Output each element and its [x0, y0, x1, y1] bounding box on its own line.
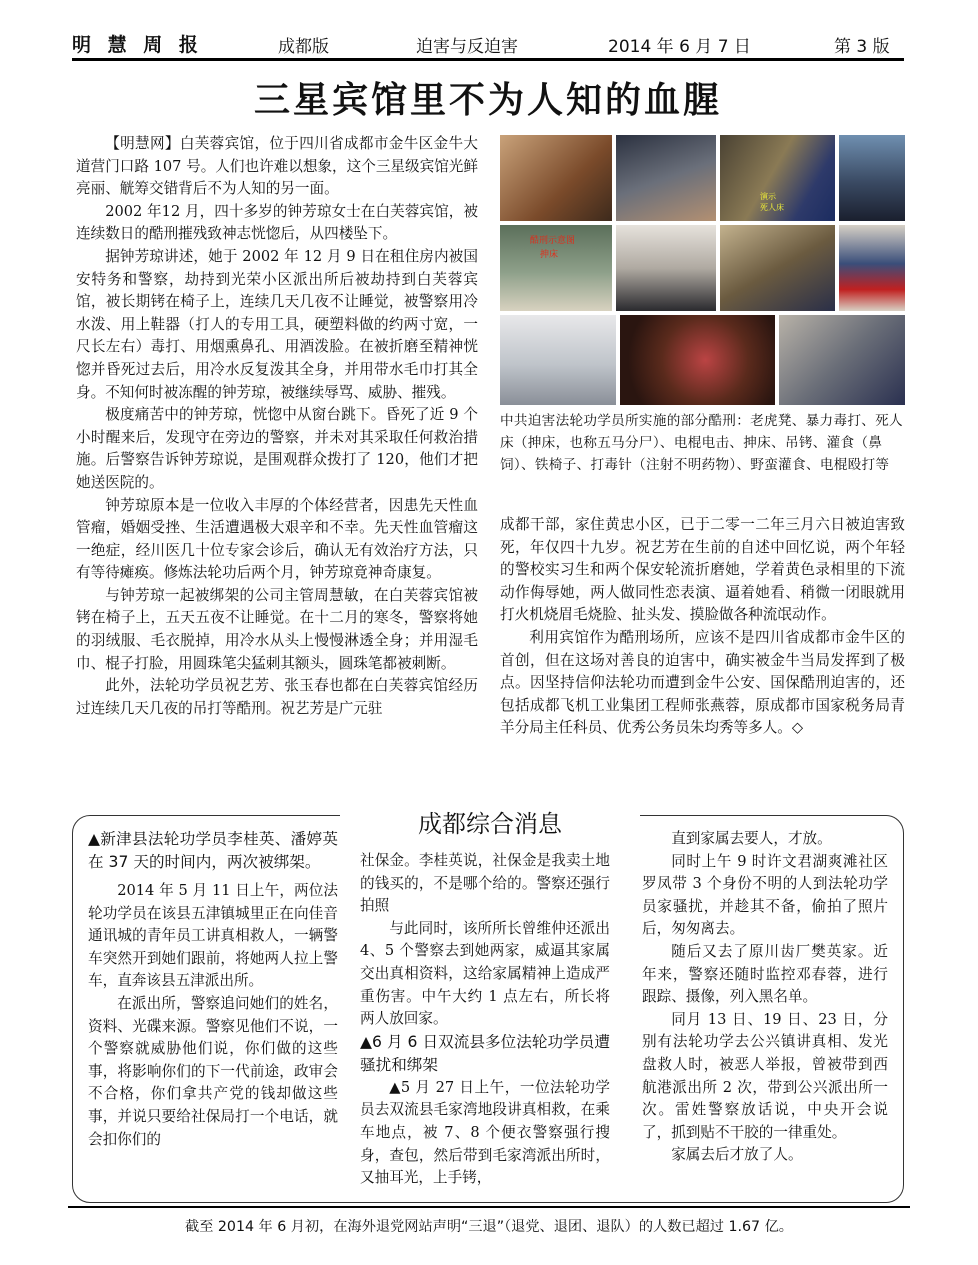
news-paragraph: 随后又去了原川齿厂樊英家。近年来，警察还随时监控邓春蓉，进行跟踪、摄像，列入黑名单。 — [642, 942, 888, 1006]
article-column-right — [500, 514, 905, 740]
footer-notice: 截至 2014 年 6 月初，在海外退党网站声明“三退”（退党、退团、退队）的人数已超过 1.67 亿。 — [185, 1219, 793, 1235]
article-paragraph: 成都干部，家住黄忠小区，已于二零一二年三月六日被迫害致死，年仅四十九岁。祝艺芳在生前的自述中回忆说，两个年轻的警校实习生和两个保安轮流折磨她，学着黄色录相里的下流动作侮辱她，两人做同性恋表演、逼着她看、稍微一闭眼就用打火机烧眉毛烧脸、扯头发、摸脸做各种流氓动作。 — [500, 516, 905, 624]
photo-brutal-feeding — [620, 315, 775, 405]
photo-caption: 中共迫害法轮功学员所实施的部分酷刑：老虎凳、暴力毒打、死人床（抻床，也称五马分尸）、电棍电击、抻床、吊铐、灌食（鼻饲）、铁椅子、打毒针（注射不明药物）、野蛮灌食、电棍殴打等 — [500, 413, 903, 473]
news-paragraph: 直到家属去要人，才放。 — [671, 830, 832, 847]
article-paragraph: 据钟芳琼讲述，她于 2002 年 12 月 9 日在租住房内被国安特务和警察，劫持到光荣小区派出所后被劫持到白芙蓉宾馆，被长期铐在椅子上，连续几天几夜不让睡觉，被警察用冷水泼、用上鞋器（打人的专用工具，硬塑料做的约两寸宽，一尺长左右）毒打、用烟熏鼻孔、用酒泼脸。在被折磨至精神恍惚并昏死过去后，用冷水反复泼其全身，并用带水毛巾打其全身。不知何时被冻醒的钟芳琼，被继续辱骂、威胁、摧残。 — [76, 247, 478, 401]
photo-label: 酷刑示意图 — [530, 236, 576, 246]
photo-label: 抻床 — [540, 250, 559, 260]
article-headline: 三星宾馆里不为人知的血腥 — [253, 80, 722, 121]
edition-label: 成都版 — [278, 37, 329, 57]
photo-tiger-bench — [500, 135, 612, 221]
masthead-rule — [72, 58, 904, 61]
photo-label: 演示 — [760, 192, 776, 201]
news-box-title: 成都综合消息 — [340, 805, 640, 843]
page-number: 第 3 版 — [834, 37, 890, 57]
photo-baton-beating — [779, 315, 905, 405]
photo-electric-baton — [839, 135, 905, 221]
masthead — [72, 30, 904, 60]
news-item-heading: ▲新津县法轮功学员李桂英、潘婷英在 37 天的时间内，两次被绑架。 — [88, 830, 338, 871]
photo-hanging-cuffs — [616, 225, 716, 311]
article-paragraph: 2002 年12 月，四十多岁的钟芳琼女士在白芙蓉宾馆，被连续数日的酷刑摧残致神志恍惚后，从四楼坠下。 — [76, 202, 478, 243]
news-item-heading: ▲6 月 6 日双流县多位法轮功学员遭骚扰和绑架 — [360, 1032, 610, 1074]
news-paragraph: 在派出所，警察追问她们的姓名，资料、光碟来源。警察见他们不说，一个警察就威胁他们说，你们做的这些事，将影响你们的下一代前途，政审会不合格，你们拿共产党的钱却做这些事，并说只要给社保局打一个电话，就会扣你们的 — [88, 994, 338, 1148]
news-paragraph: 2014 年 5 月 11 日上午，两位法轮功学员在该县五津镇城里正在向佳音通讯城的青年员工讲真相救人，一辆警车突然开到她们跟前，将她两人拉上警车，直奔该县五津派出所。 — [88, 882, 338, 990]
news-paragraph: ▲5 月 27 日上午，一位法轮功学员去双流县毛家湾地段讲真相救，在乘车地点，被 7、8 个便衣警察强行搜身，查包，然后带到毛家湾派出所时，又抽耳光，上手铐， — [360, 1078, 610, 1187]
photo-beating — [616, 135, 716, 221]
photo-stretching — [500, 225, 612, 311]
news-column-3 — [642, 828, 888, 1167]
footer-rule — [68, 1206, 910, 1208]
photo-label: 死人床 — [760, 203, 784, 212]
news-paragraph: 家属去后才放了人。 — [671, 1146, 803, 1164]
article-paragraph: 利用宾馆作为酷刑场所，应该不是四川省成都市金牛区的首创，但在这场对善良的迫害中，确实被金牛当局发挥到了极点。因坚持信仰法轮功而遭到金牛公安、国保酷刑迫害的，还包括成都飞机工业集团工程师张燕蓉，原成都市国家税务局青羊分局主任科员、优秀公务员朱均秀等多人。◇ — [500, 628, 905, 737]
news-paragraph: 与此同时，该所所长曾维仲还派出 4、5 个警察去到她两家，威逼其家属交出真相资料，这给家属精神上造成严重伤害。中午大约 1 点左右，所长将两人放回家。 — [360, 919, 610, 1028]
news-paragraph: 同月 13 日、19 日、23 日，分别有法轮功学去公兴镇讲真相、发光盘救人时，被恶人举报，曾被带到西航港派出所 2 次，带到公兴派出所一次。雷姓警察放话说，中央开会说了，抓到贴不干胶的一律重处。 — [642, 1010, 888, 1141]
issue-date: 2014 年 6 月 7 日 — [608, 37, 751, 57]
article-paragraph: 极度痛苦中的钟芳琼，恍惚中从窗台跳下。昏死了近 9 个小时醒来后，发现守在旁边的警察，并未对其采取任何救治措施。后警察告诉钟芳琼说，是围观群众拨打了 120，他们才把她送医院的。 — [76, 406, 478, 491]
article-paragraph: 此外，法轮功学员祝艺芳、张玉春也都在白芙蓉宾馆经历过连续几天几夜的吊打等酷刑。祝艺芳是广元驻 — [76, 677, 478, 717]
torture-photo-collage — [500, 135, 905, 405]
newspaper-logo: 明 慧 周 报 — [72, 34, 203, 56]
section-label: 迫害与反迫害 — [416, 37, 518, 57]
photo-death-bed — [720, 135, 835, 221]
article-column-left — [76, 133, 478, 720]
photo-injection — [500, 315, 616, 405]
article-paragraph: 【明慧网】白芙蓉宾馆，位于四川省成都市金牛区金牛大道营门口路 107 号。人们也许难以想象，这个三星级宾馆光鲜亮丽、觥筹交错背后不为人知的另一面。 — [76, 135, 478, 198]
article-paragraph: 钟芳琼原本是一位收入丰厚的个体经营者，因患先天性血管瘤，婚姻受挫、生活遭遇极大艰辛和不幸。先天性血管瘤这一绝症，经川医几十位专家会诊后，确认无有效治疗方法，只有等待瘫痪。修炼法轮功后两个月，钟芳琼竟神奇康复。 — [76, 496, 478, 582]
news-paragraph: 同时上午 9 时许文君湖爽滩社区罗凤带 3 个身份不明的人到法轮功学员家骚扰，并趁其不备，偷拍了照片后，匆匆离去。 — [642, 852, 888, 938]
news-column-1 — [88, 828, 338, 1151]
article-paragraph: 与钟芳琼一起被绑架的公司主管周慧敏，在白芙蓉宾馆被铐在椅子上，五天五夜不让睡觉。在十二月的寒冬，警察将她的羽绒服、毛衣脱掉，用冷水从头上慢慢淋透全身；并用湿毛巾、棍子打脸，用圆珠笔尖猛刺其额头，圆珠笔都被刺断。 — [76, 586, 478, 672]
photo-iron-chair — [839, 225, 905, 311]
news-column-2 — [360, 850, 610, 1190]
photo-force-feeding — [720, 225, 835, 311]
news-paragraph: 社保金。李桂英说，社保金是我卖土地的钱买的，不是哪个给的。警察还强行拍照 — [360, 852, 610, 915]
